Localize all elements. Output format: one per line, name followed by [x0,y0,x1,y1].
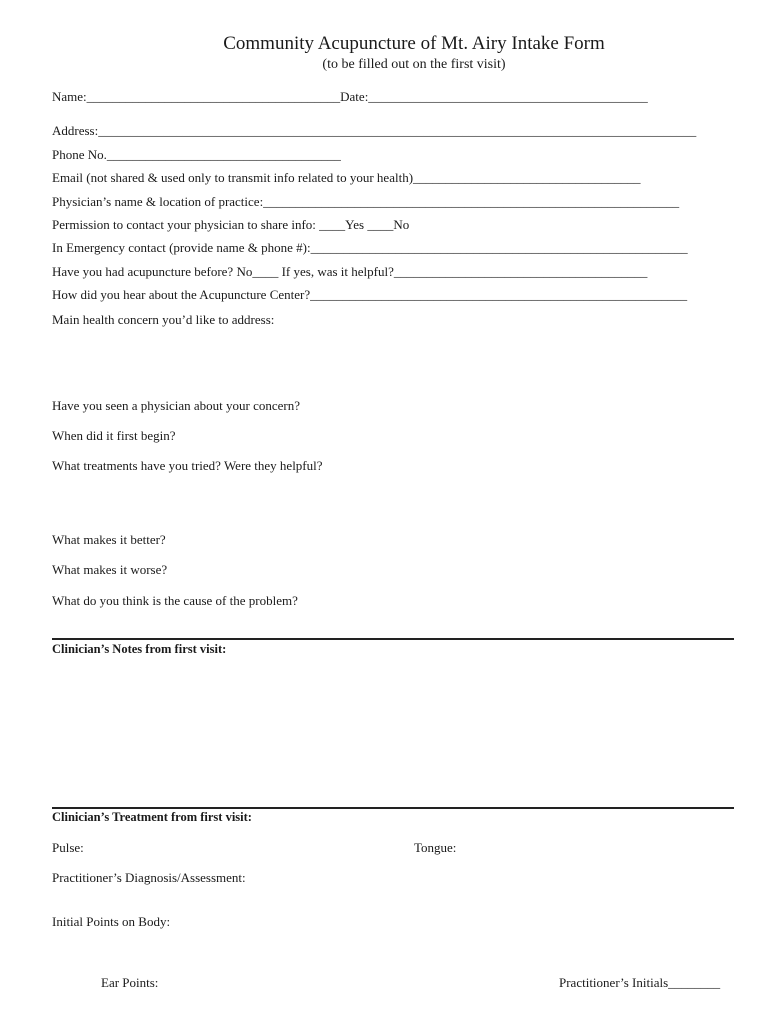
permission-field[interactable]: Permission to contact your physician to share info: ____Yes ____No [52,217,410,232]
tongue-label: Tongue: [414,840,457,855]
practitioner-initials-field[interactable]: Practitioner’s Initials________ [559,975,721,990]
heard-about-field[interactable]: How did you hear about the Acupuncture Center?__________________________________________________________ [52,287,688,302]
ear-points-label: Ear Points: [101,975,159,990]
emergency-contact-field[interactable]: In Emergency contact (provide name & phone #):__________________________________________________________ [52,240,688,255]
better-question: What makes it better? [52,532,166,547]
cause-question: What do you think is the cause of the problem? [52,593,298,608]
treatments-question: What treatments have you tried? Were they helpful? [52,458,323,473]
notes-heading: Clinician’s Notes from first visit: [52,642,227,656]
treatment-divider [52,807,734,809]
pulse-label: Pulse: [52,840,84,855]
form-title: Community Acupuncture of Mt. Airy Intake Form [223,33,605,54]
form-subtitle: (to be filled out on the first visit) [322,57,506,72]
first-begin-question: When did it first begin? [52,428,176,443]
treatment-heading: Clinician’s Treatment from first visit: [52,810,252,824]
physician-field[interactable]: Physician’s name & location of practice:________________________________________________________________ [52,194,680,209]
phone-field[interactable]: Phone No.____________________________________ [52,147,341,162]
name-date-field[interactable]: Name:_______________________________________Date:___________________________________________ [52,89,648,104]
notes-divider [52,638,734,640]
email-field[interactable]: Email (not shared & used only to transmit info related to your health)___________________________________ [52,170,641,185]
initial-points-label: Initial Points on Body: [52,914,171,929]
main-concern-label: Main health concern you’d like to address: [52,312,275,327]
acupuncture-before-field[interactable]: Have you had acupuncture before? No____ If yes, was it helpful?_______________________________________ [52,264,648,279]
diagnosis-label: Practitioner’s Diagnosis/Assessment: [52,870,246,885]
seen-physician-question: Have you seen a physician about your concern? [52,398,300,413]
address-field[interactable]: Address:____________________________________________________________________________________________ [52,123,697,138]
worse-question: What makes it worse? [52,562,168,577]
